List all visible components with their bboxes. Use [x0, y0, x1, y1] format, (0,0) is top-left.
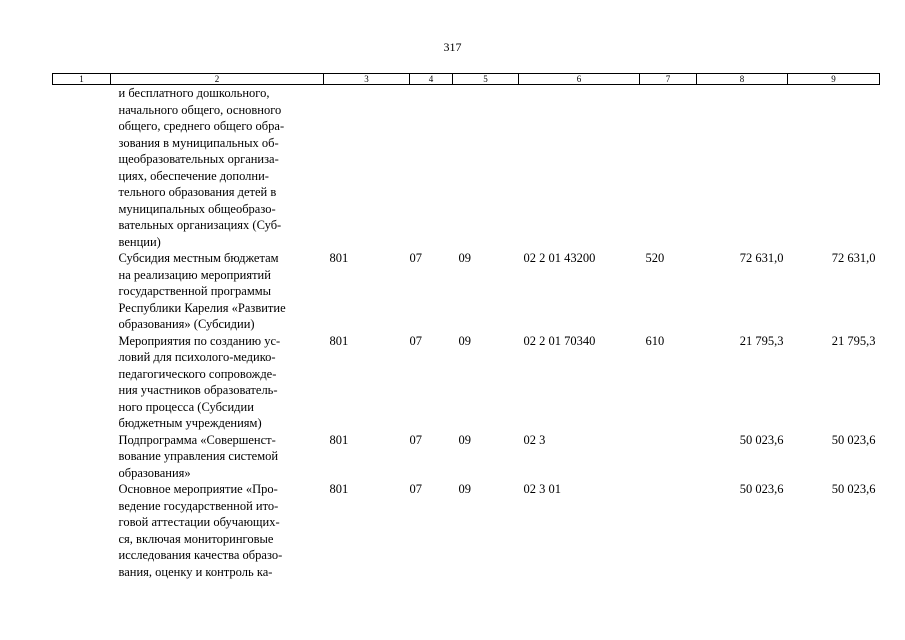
row-name-line: говой аттестации обучающих-: [118, 515, 280, 529]
table-row: [53, 333, 880, 432]
row-name-line: муниципальных общеобразо-: [118, 201, 276, 216]
cell-empty-col1: [53, 85, 111, 251]
row-name-line: исследования качества образо-: [118, 548, 283, 562]
grbs-code-cell: [324, 85, 410, 251]
cell-empty-col1: [53, 481, 111, 580]
sum-cell-1: 21 795,3: [739, 333, 784, 348]
row-name-cell: [111, 432, 324, 482]
sum-cell-1: 50 023,6: [739, 482, 784, 496]
column-header-2: 2: [111, 74, 324, 85]
column-header-5: 5: [453, 74, 519, 85]
sum-cell-2: [788, 85, 880, 251]
row-name-line: бюджетным учреждениям): [118, 416, 262, 430]
row-name-line: общего, среднего общего обра-: [118, 119, 285, 133]
row-name-line: ного процесса (Субсидии: [118, 399, 254, 414]
row-name-line: педагогического сопровожде-: [118, 366, 277, 381]
grbs-code-cell: 801: [329, 333, 349, 348]
row-name-cell: [111, 85, 324, 251]
target-article-cell: 02 2 01 43200: [523, 251, 596, 265]
row-name-line: Основное мероприятие «Про-: [118, 482, 278, 496]
row-name-line: Республики Карелия «Развитие: [118, 300, 286, 315]
cell-empty-col1: [53, 432, 111, 482]
budget-table: [52, 73, 880, 580]
column-header-7: 7: [640, 74, 697, 85]
target-article-cell: 02 3 01: [523, 482, 561, 496]
row-name-cell: [111, 333, 324, 432]
table-row: [53, 432, 880, 482]
row-name-line: ловий для психолого-медико-: [118, 350, 276, 364]
subsection-code-cell: 09: [458, 251, 471, 265]
target-article-cell: 02 2 01 70340: [523, 333, 596, 348]
expense-type-cell: 610: [645, 333, 665, 348]
expense-type-cell: [640, 432, 697, 482]
section-code-cell: 07: [409, 482, 422, 496]
column-header-9: 9: [788, 74, 880, 85]
row-name-line: вательных организациях (Суб-: [118, 218, 282, 232]
cell-empty-col1: [53, 250, 111, 333]
sum-cell-2: 21 795,3: [831, 333, 876, 348]
column-header-8: 8: [697, 74, 788, 85]
row-name-line: начального общего, основного: [118, 102, 282, 117]
table-row: [53, 85, 880, 251]
page-number: 317: [443, 40, 462, 54]
column-header-1: 1: [53, 74, 111, 85]
column-number-row: [53, 74, 880, 85]
row-name-line: государственной программы: [118, 284, 272, 298]
section-code-cell: 07: [409, 333, 422, 348]
target-article-cell: 02 3: [523, 432, 546, 447]
row-name-line: венции): [118, 234, 161, 249]
subsection-code-cell: 09: [458, 432, 471, 447]
table-row: [53, 481, 880, 580]
row-name-line: и бесплатного дошкольного,: [118, 86, 270, 100]
row-name-line: ния участников образователь-: [118, 383, 278, 397]
table-row: [53, 250, 880, 333]
row-name-line: зования в муниципальных об-: [118, 135, 279, 150]
subsection-code-cell: 09: [458, 482, 471, 496]
row-name-line: циях, обеспечение дополни-: [118, 168, 269, 183]
grbs-code-cell: 801: [329, 251, 349, 265]
row-name-line: щеобразовательных организа-: [118, 152, 279, 166]
row-name-line: тельного образования детей в: [118, 185, 277, 199]
sum-cell-1: 72 631,0: [739, 251, 784, 265]
row-name-line: на реализацию мероприятий: [118, 267, 271, 282]
row-name-line: образования»: [118, 465, 191, 480]
row-name-cell: [111, 481, 324, 580]
expense-type-cell: [640, 85, 697, 251]
section-code-cell: [410, 85, 453, 251]
row-name-line: Мероприятия по созданию ус-: [118, 333, 281, 348]
sum-cell-2: 50 023,6: [831, 432, 876, 447]
target-article-cell: [519, 85, 640, 251]
table-body: [53, 85, 880, 581]
section-code-cell: 07: [409, 251, 422, 265]
row-name-line: вование управления системой: [118, 449, 279, 463]
sum-cell-2: 50 023,6: [831, 482, 876, 496]
sum-cell-2: 72 631,0: [831, 251, 876, 265]
row-name-line: ся, включая мониторинговые: [118, 531, 274, 546]
column-header-4: 4: [410, 74, 453, 85]
row-name-line: ведение государственной ито-: [118, 498, 279, 513]
row-name-line: Субсидия местным бюджетам: [118, 251, 279, 265]
grbs-code-cell: 801: [329, 432, 349, 447]
subsection-code-cell: 09: [458, 333, 471, 348]
sum-cell-1: [697, 85, 788, 251]
expense-type-cell: [640, 481, 697, 580]
row-name-line: образования» (Субсидии): [118, 317, 255, 331]
cell-empty-col1: [53, 333, 111, 432]
row-name-line: вания, оценку и контроль ка-: [118, 564, 273, 579]
row-name-cell: [111, 250, 324, 333]
grbs-code-cell: 801: [329, 482, 349, 496]
column-header-6: 6: [519, 74, 640, 85]
sum-cell-1: 50 023,6: [739, 432, 784, 447]
section-code-cell: 07: [409, 432, 422, 447]
row-name-line: Подпрограмма «Совершенст-: [118, 432, 276, 447]
column-header-3: 3: [324, 74, 410, 85]
subsection-code-cell: [453, 85, 519, 251]
expense-type-cell: 520: [645, 251, 665, 265]
